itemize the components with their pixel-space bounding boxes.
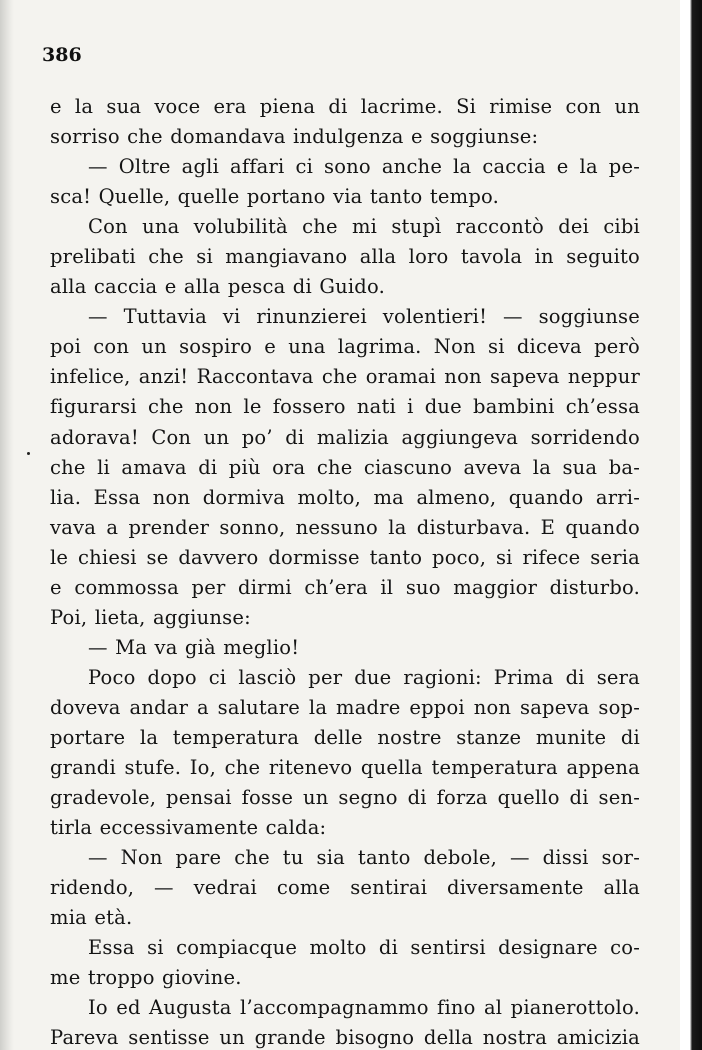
body-text	[50, 92, 640, 1050]
text-line: che li amava di più ora che ciascuno aveva la sua ba-	[50, 455, 640, 479]
text-line: alla caccia e alla pesca di Guido.	[50, 275, 385, 299]
text-line: me troppo giovine.	[50, 966, 242, 990]
page-edge	[680, 0, 702, 1050]
text-line: prelibati che si mangiavano alla loro tavola in seguito	[50, 245, 640, 269]
text-line: le chiesi se davvero dormisse tanto poco, si rifece seria	[50, 545, 640, 569]
text-line: Con una volubilità che mi stupì raccontò dei cibi	[88, 215, 640, 239]
text-line: e la sua voce era piena di lacrime. Si rimise con un	[50, 95, 640, 118]
text-line: sorriso che domandava indulgenza e soggiunse:	[50, 125, 539, 149]
text-line: Pareva sentisse un grande bisogno della nostra amicizia	[50, 1026, 640, 1050]
text-line: grandi stufe. Io, che ritenevo quella temperatura appena	[50, 756, 640, 780]
text-line: Io ed Augusta l’accompagnammo fino al pianerottolo.	[88, 996, 640, 1020]
text-line: ridendo, — vedrai come sentirai diversamente alla	[50, 876, 640, 900]
text-line: e commossa per dirmi ch’era il suo maggior disturbo.	[50, 575, 640, 599]
text-line: — Non pare che tu sia tanto debole, — dissi sor-	[88, 846, 640, 870]
margin-mark	[27, 452, 30, 455]
text-line: tirla eccessivamente calda:	[50, 816, 327, 840]
text-line: — Ma va già meglio!	[88, 635, 300, 659]
text-line: sca! Quelle, quelle portano via tanto tempo.	[50, 185, 499, 209]
text-line: adorava! Con un po’ di malizia aggiungeva sorridendo	[50, 425, 640, 449]
text-line: Poi, lieta, aggiunse:	[50, 605, 251, 629]
text-line: Poco dopo ci lasciò per due ragioni: Prima di sera	[88, 665, 640, 689]
text-line: — Oltre agli affari ci sono anche la caccia e la pe-	[88, 155, 640, 179]
text-line: lia. Essa non dormiva molto, ma almeno, quando arri-	[50, 485, 640, 509]
text-line: portare la temperatura delle nostre stanze munite di	[50, 725, 640, 749]
text-line: doveva andar a salutare la madre eppoi non sapeva sop-	[50, 695, 640, 719]
text-line: figurarsi che non le fossero nati i due bambini ch’essa	[50, 395, 640, 419]
text-line: vava a prender sonno, nessuno la disturbava. E quando	[50, 515, 640, 539]
text-line: gradevole, pensai fosse un segno di forza quello di sen-	[50, 786, 640, 810]
text-line: infelice, anzi! Raccontava che oramai non sapeva neppur	[50, 365, 640, 389]
text-line: poi con un sospiro e una lagrima. Non si diceva però	[50, 335, 640, 359]
text-line: — Tuttavia vi rinunzierei volentieri! — soggiunse	[88, 305, 640, 329]
text-line: mia età.	[50, 906, 133, 930]
text-line: Essa si compiacque molto di sentirsi designare co-	[88, 936, 640, 960]
page-gutter-shadow	[0, 0, 14, 1050]
page-number: 386	[42, 44, 82, 66]
